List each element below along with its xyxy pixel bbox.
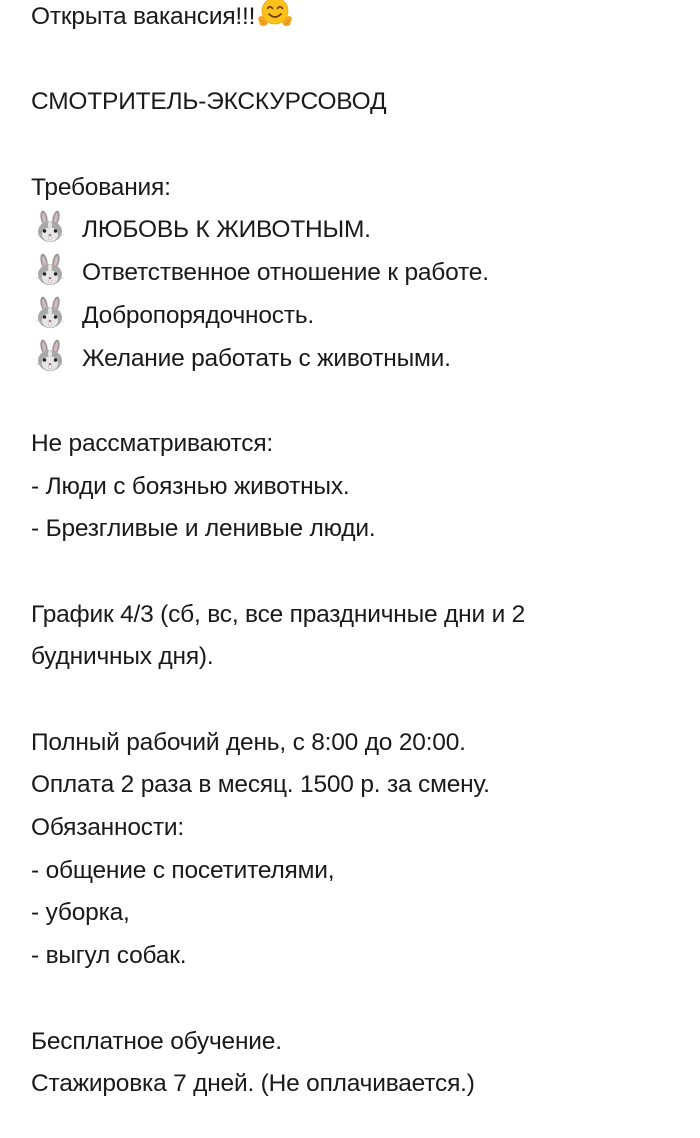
rabbit-face-icon xyxy=(33,210,67,244)
requirement-item xyxy=(31,252,691,295)
duty-item: - общение с посетителями, xyxy=(31,856,335,884)
payment-info: Оплата 2 раза в месяц. 1500 р. за смену. xyxy=(31,771,490,799)
requirement-text: Добропорядочность. xyxy=(82,301,315,329)
job-title: СМОТРИТЕЛЬ-ЭКСКУРСОВОД xyxy=(31,88,387,116)
spacer xyxy=(31,124,691,167)
requirement-item xyxy=(31,295,691,338)
requirement-item xyxy=(31,338,691,381)
headline: Открыта вакансия!!! xyxy=(31,3,256,30)
rabbit-face-icon xyxy=(33,296,67,330)
free-training: Бесплатное обучение. xyxy=(31,1027,282,1055)
schedule-line-1: График 4/3 (сб, вс, все праздничные дни и 2 xyxy=(31,600,526,628)
requirement-text: ЛЮБОВЬ К ЖИВОТНЫМ. xyxy=(82,216,371,244)
hugging-face-icon xyxy=(256,0,294,30)
vacancy-post xyxy=(31,0,691,1106)
spacer xyxy=(31,978,691,1021)
schedule-line-2: будничных дня). xyxy=(31,643,214,671)
not-considered-heading: Не рассматриваются: xyxy=(31,429,274,457)
spacer xyxy=(31,39,691,82)
working-hours: Полный рабочий день, с 8:00 до 20:00. xyxy=(31,728,466,756)
headline-line xyxy=(31,0,691,39)
requirements-heading: Требования: xyxy=(31,173,171,201)
requirement-item xyxy=(31,209,691,252)
not-considered-item: - Брезгливые и ленивые люди. xyxy=(31,515,376,543)
not-considered-item: - Люди с боязнью животных. xyxy=(31,472,350,500)
rabbit-face-icon xyxy=(33,253,67,287)
rabbit-face-icon xyxy=(33,339,67,373)
spacer xyxy=(31,380,691,423)
internship-info: Стажировка 7 дней. (Не оплачивается.) xyxy=(31,1070,475,1098)
spacer xyxy=(31,679,691,722)
duty-item: - выгул собак. xyxy=(31,942,187,970)
spacer xyxy=(31,551,691,594)
requirement-text: Ответственное отношение к работе. xyxy=(82,259,489,287)
requirement-text: Желание работать с животными. xyxy=(82,344,451,372)
duty-item: - уборка, xyxy=(31,899,130,927)
duties-heading: Обязанности: xyxy=(31,814,184,842)
